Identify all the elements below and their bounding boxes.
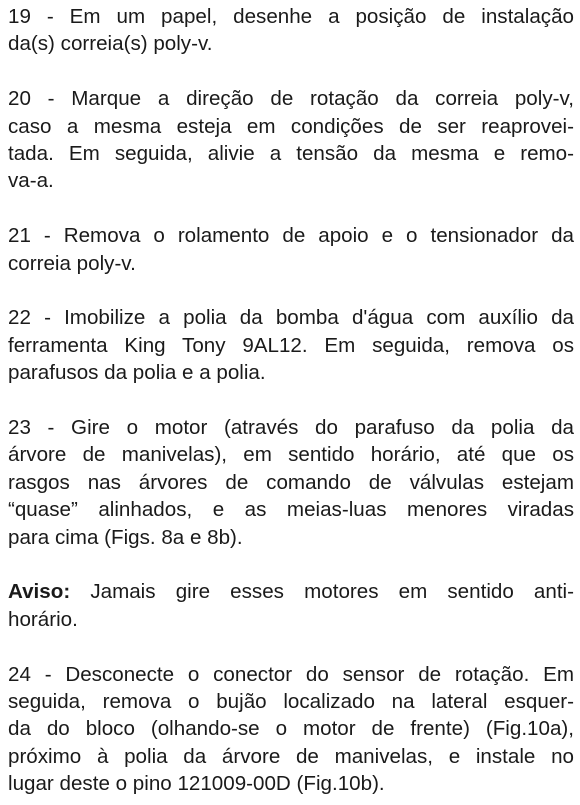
step-24-line-2: seguida, remova o bujão localizado na lateral esquer- <box>8 690 574 714</box>
step-19-line-1: 19 - Em um papel, desenhe a posição de instalação <box>8 5 574 28</box>
step-24 <box>8 661 574 798</box>
step-24-line-1: 24 - Desconecte o conector do sensor de rotação. Em <box>8 662 574 686</box>
warning-line-2: horário. <box>8 607 78 631</box>
step-23 <box>8 414 574 551</box>
step-20-line-2: caso a mesma esteja em condições de ser reaprovei- <box>8 114 574 138</box>
step-24-line-3: da do bloco (olhando-se o motor de frente) (Fig.10a), <box>8 717 574 741</box>
step-20-line-1: 20 - Marque a direção de rotação da correia poly-v, <box>8 87 574 111</box>
step-19 <box>8 3 574 58</box>
step-21-line-2: correia poly-v. <box>8 251 136 275</box>
step-21-line-1: 21 - Remova o rolamento de apoio e o tensionador da <box>8 224 574 248</box>
step-22-line-1: 22 - Imobilize a polia da bomba d'água com auxílio da <box>8 306 574 330</box>
step-20-line-4: va-a. <box>8 169 54 193</box>
step-23-line-4: “quase” alinhados, e as meias-luas menores viradas <box>8 498 574 522</box>
warning-text-1: Jamais gire esses motores em sentido anti- <box>70 580 574 604</box>
step-22-line-2: ferramenta King Tony 9AL12. Em seguida, remova os <box>8 333 574 357</box>
step-23-line-5: para cima (Figs. 8a e 8b). <box>8 525 243 549</box>
step-21 <box>8 222 574 277</box>
warning-note <box>8 578 574 633</box>
warning-line-1 <box>8 578 574 605</box>
step-22-line-3: parafusos da polia e a polia. <box>8 361 266 385</box>
step-23-line-3: rasgos nas árvores de comando de válvulas estejam <box>8 470 574 494</box>
step-23-line-1: 23 - Gire o motor (através do parafuso da polia da <box>8 416 574 440</box>
step-20-line-3: tada. Em seguida, alivie a tensão da mesma e remo- <box>8 142 574 166</box>
step-23-line-2: árvore de manivelas), em sentido horário, até que os <box>8 443 574 467</box>
warning-label: Aviso: <box>8 580 71 604</box>
step-19-line-2: da(s) correia(s) poly-v. <box>8 32 213 56</box>
step-24-line-4: próximo à polia da árvore de manivelas, e instale no <box>8 744 574 768</box>
step-24-line-5: lugar deste o pino 121009-00D (Fig.10b). <box>8 772 385 796</box>
step-20 <box>8 85 574 195</box>
step-22 <box>8 304 574 386</box>
